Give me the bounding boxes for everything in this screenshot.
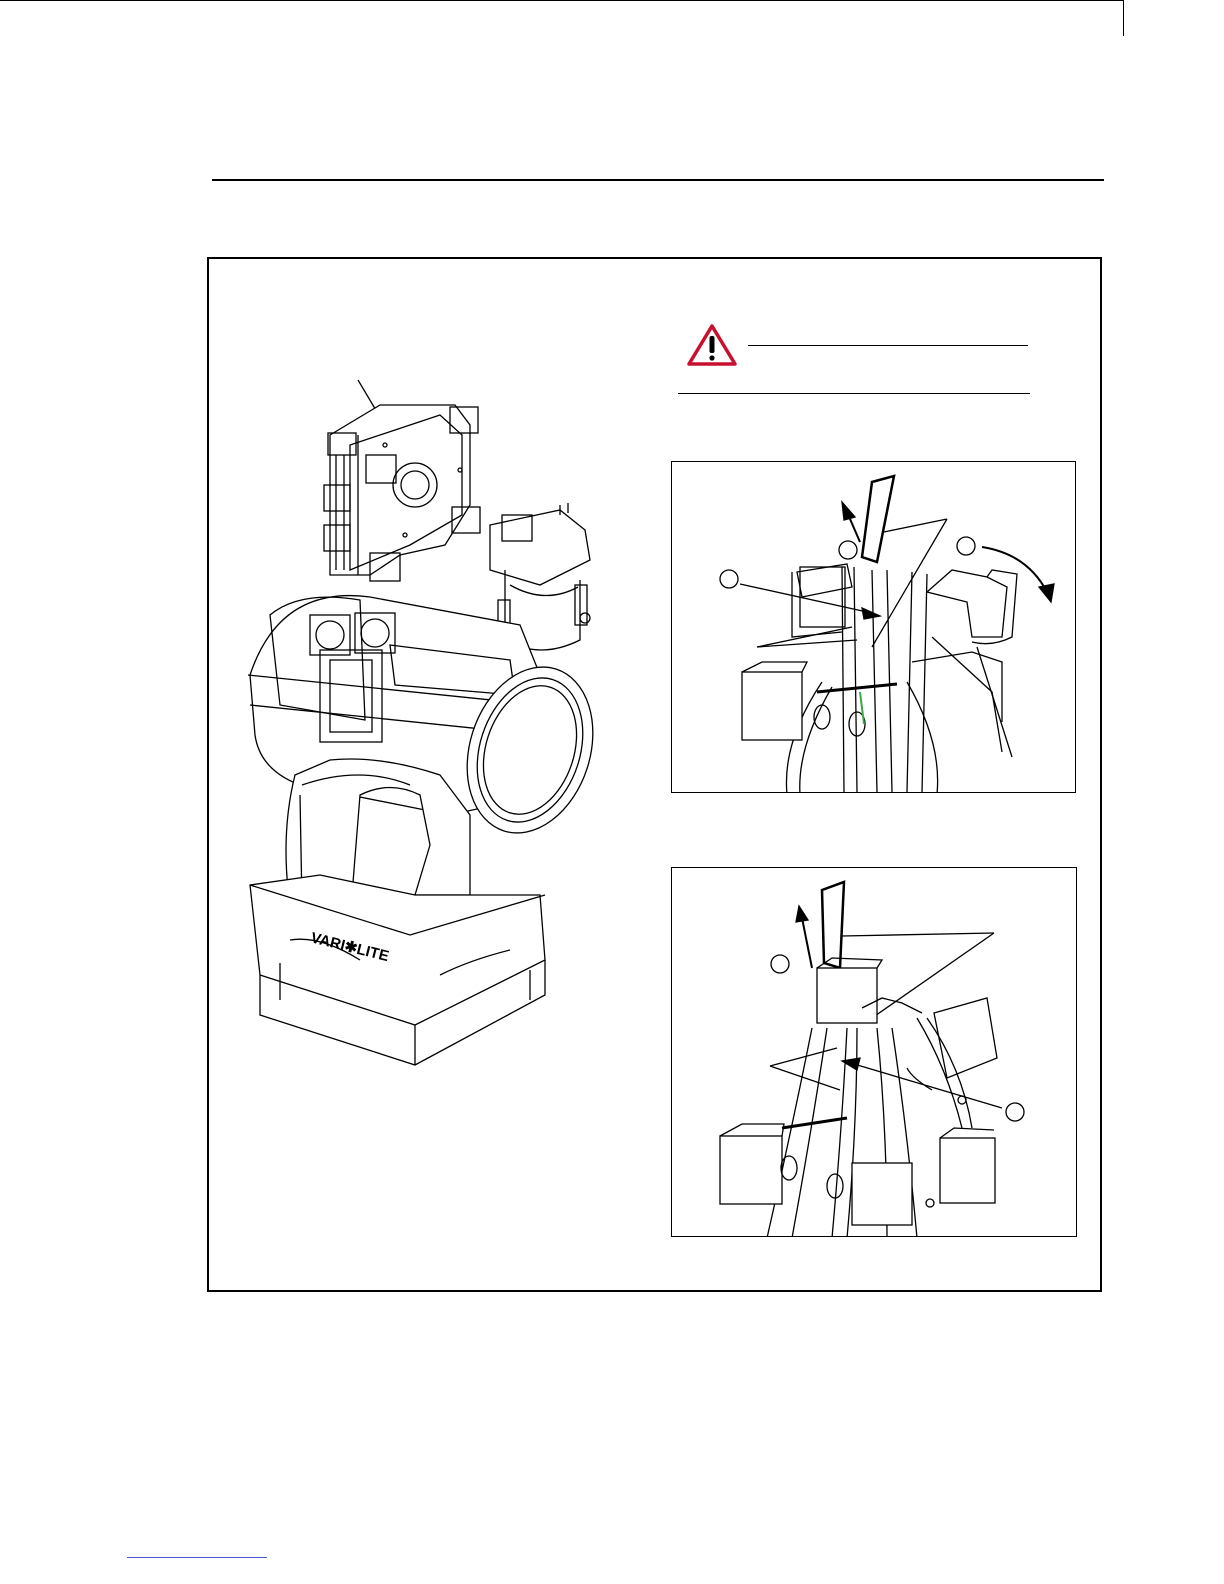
leader-5 (770, 1048, 837, 1066)
leader-1 (854, 1064, 1002, 1108)
detail-view-b (671, 867, 1077, 1237)
header-rule (212, 179, 1104, 181)
callout-circle-1 (720, 570, 738, 588)
lift-arrow-head (796, 906, 808, 922)
callout-circle-3 (957, 537, 975, 555)
leader-2 (842, 933, 994, 936)
warning-triangle-icon (686, 323, 738, 367)
leader-4 (770, 1066, 840, 1090)
callout-circle-2 (839, 541, 857, 559)
leader-3 (872, 519, 947, 647)
brand-logo: VARI✱LITE (309, 929, 391, 966)
lift-arrow-line (802, 918, 812, 968)
leader-6 (977, 647, 1012, 757)
warning-text-line-1 (748, 345, 1028, 346)
top-edge-rule (0, 0, 1124, 1)
leader-2 (884, 519, 947, 532)
lift-arrow-head (842, 502, 855, 520)
footer-link-underline[interactable] (127, 1557, 267, 1558)
fixture-exploded-illustration (240, 375, 620, 1075)
warning-text-line-2 (678, 393, 1030, 394)
removed-module-outline (862, 476, 894, 562)
removed-module-outline (822, 882, 844, 968)
callout-circle-2 (1006, 1103, 1024, 1121)
fixture-base (250, 875, 545, 1065)
callout-circle-1 (771, 955, 789, 973)
detail-view-a (671, 461, 1076, 793)
removed-gobo-module (324, 405, 480, 581)
top-edge-rule-cap (1123, 0, 1124, 36)
rotate-arrow-head (1039, 584, 1054, 602)
